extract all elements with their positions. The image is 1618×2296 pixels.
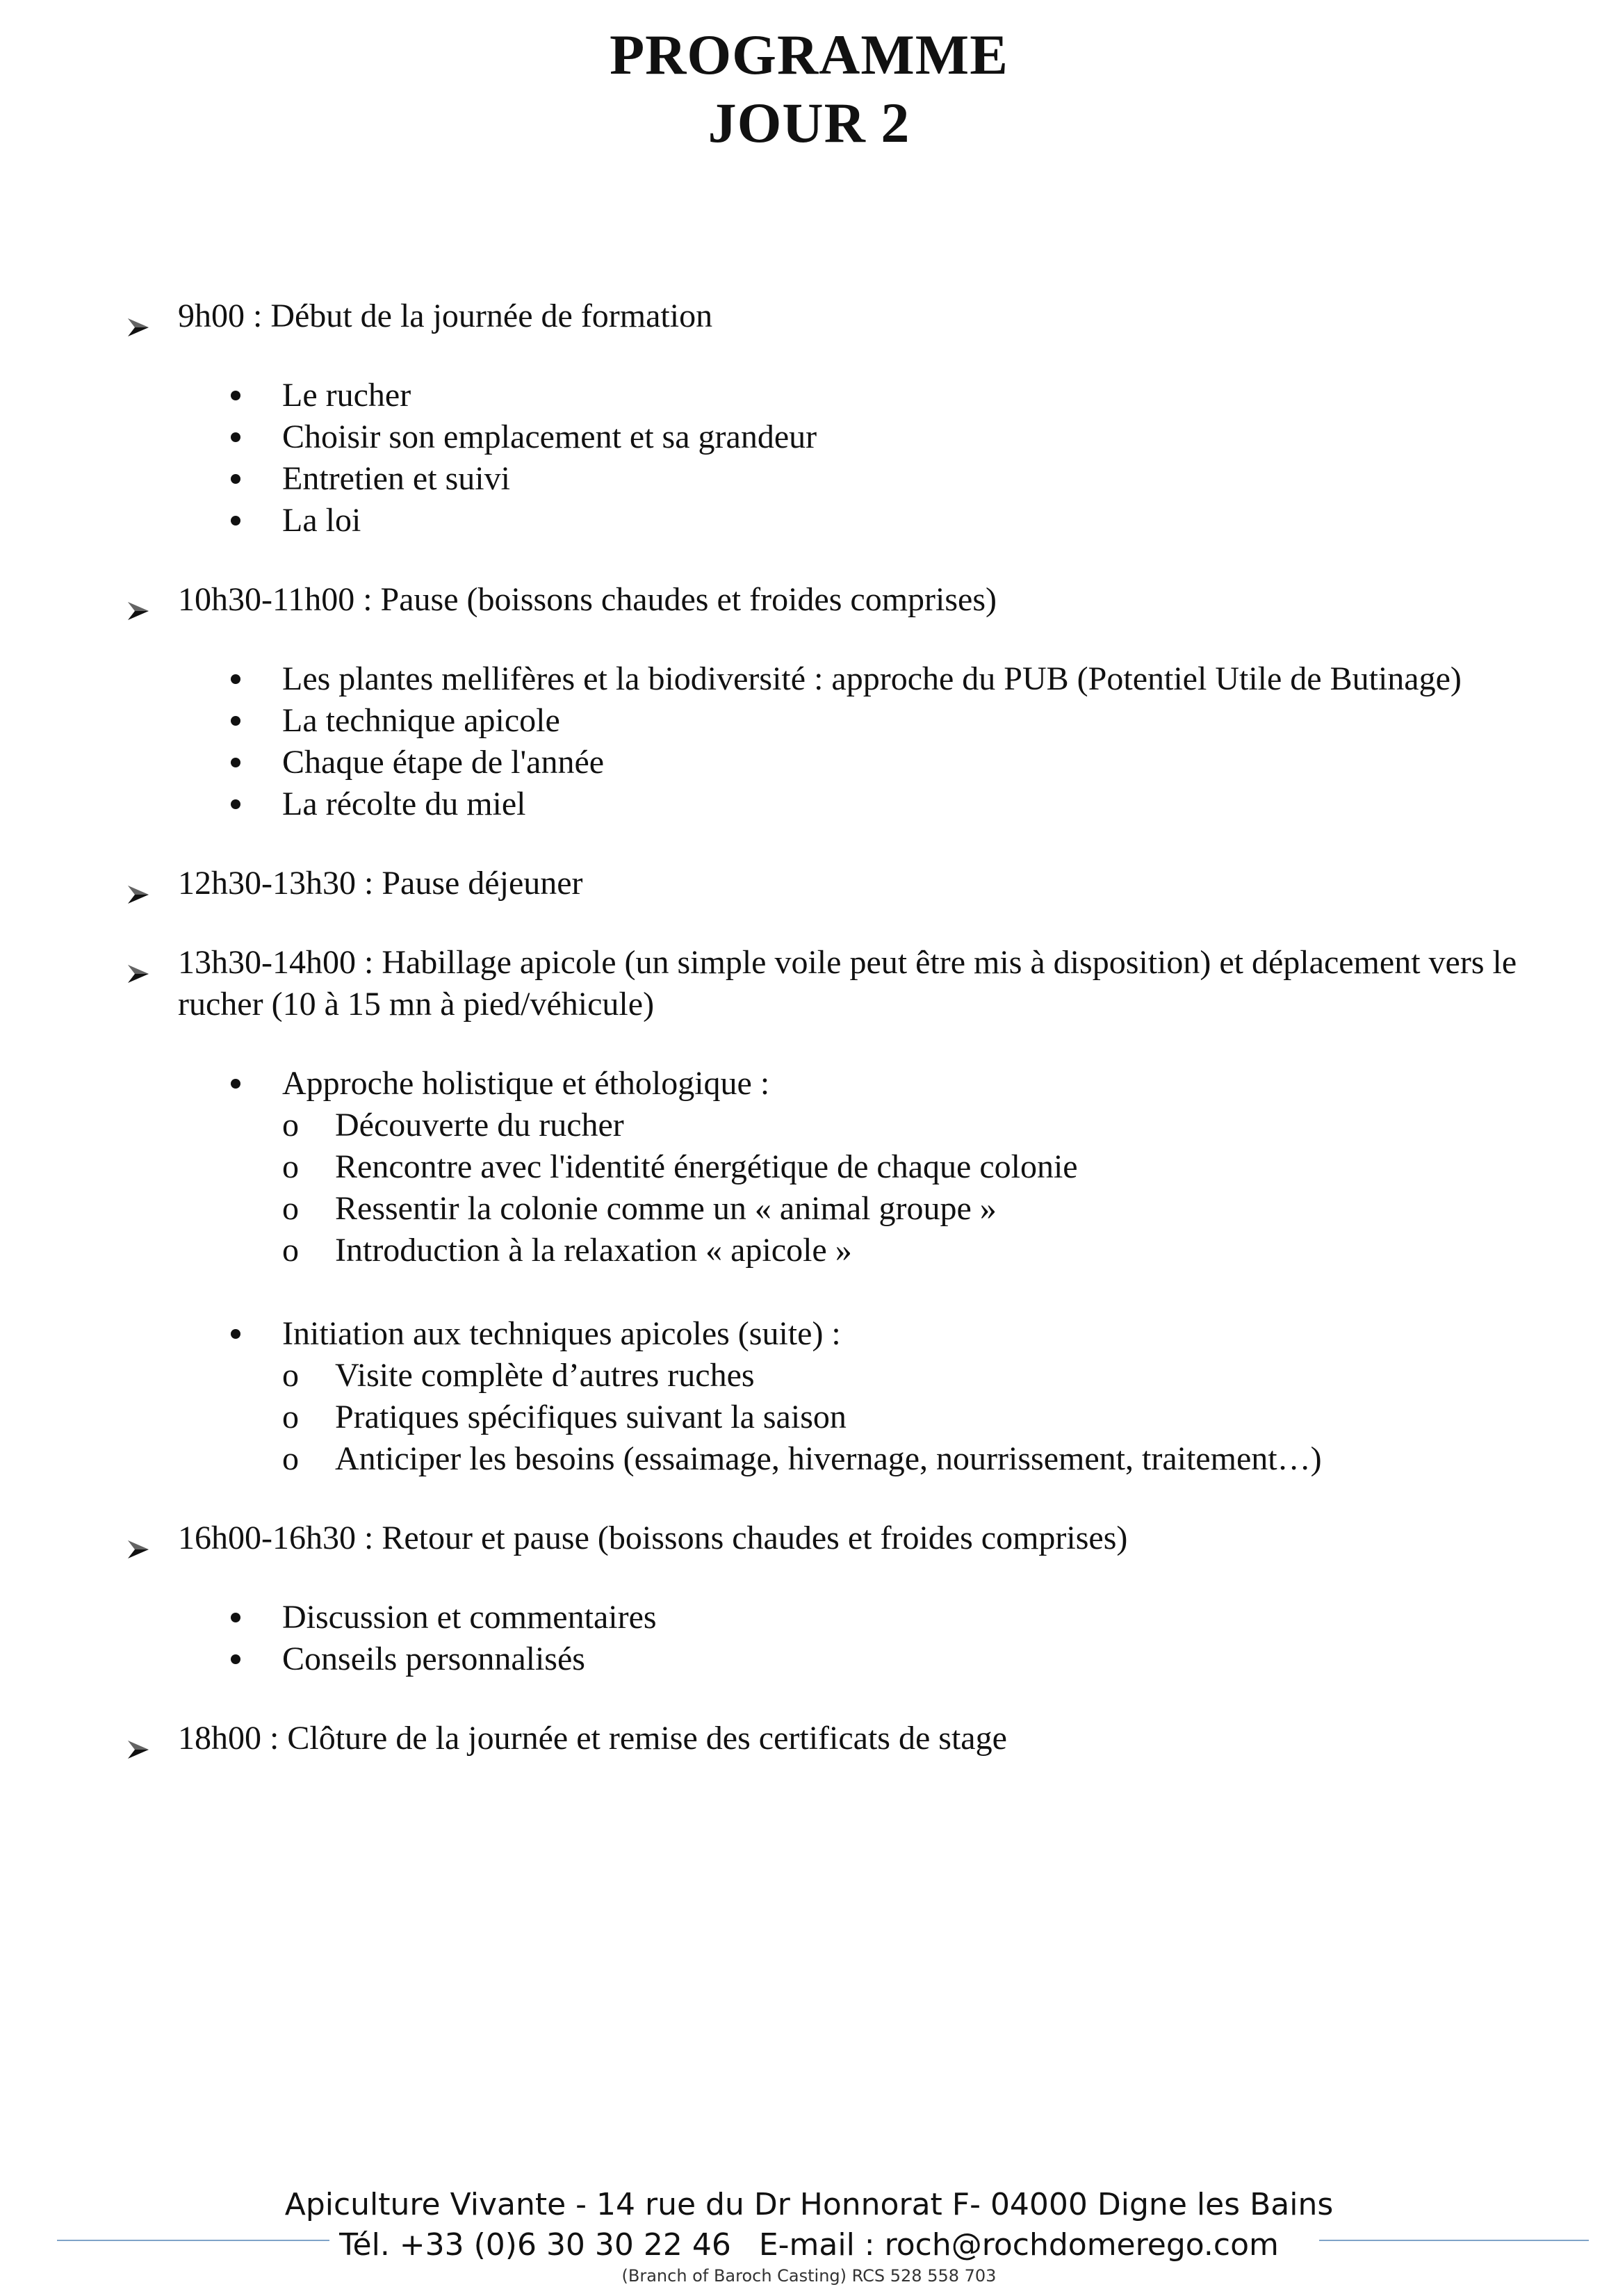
program-section	[126, 1517, 1572, 1680]
bullet-dot-icon	[231, 516, 240, 526]
program-section	[126, 942, 1572, 1480]
arrow-bullet-icon	[126, 1529, 150, 1549]
section-heading-text: 12h30-13h30 : Pause déjeuner	[178, 865, 583, 902]
arrow-bullet-icon	[126, 874, 150, 895]
footer-legal: (Branch of Baroch Casting) RCS 528 558 703	[621, 2266, 997, 2286]
bullet-dot-icon	[231, 716, 240, 726]
bullet-dot-icon	[231, 1654, 240, 1664]
list-item	[231, 375, 1572, 416]
program-section	[126, 579, 1572, 825]
sub-list-item	[282, 1438, 1572, 1480]
sub-list-item-text: Ressentir la colonie comme un « animal groupe »	[335, 1190, 997, 1227]
page-title	[0, 21, 1618, 157]
list-item	[231, 700, 1572, 742]
section-heading-text: 16h00-16h30 : Retour et pause (boissons chaudes et froides comprises)	[178, 1520, 1128, 1556]
bullet-list	[126, 658, 1572, 825]
sub-list-item	[282, 1397, 1572, 1438]
bullet-dot-icon	[231, 474, 240, 484]
section-heading	[126, 1517, 1572, 1559]
footer-contact	[0, 2224, 1618, 2266]
sub-list-item	[282, 1230, 1572, 1271]
arrow-bullet-icon	[126, 590, 150, 611]
program-list	[126, 295, 1572, 1797]
list-item	[231, 1638, 1572, 1680]
footer-address: Apiculture Vivante - 14 rue du Dr Honnorat F- 04000 Digne les Bains	[284, 2187, 1334, 2222]
section-heading-text: 9h00 : Début de la journée de formation	[178, 298, 713, 334]
sub-list-item	[282, 1105, 1572, 1146]
list-item-text: La technique apicole	[282, 702, 560, 739]
circle-bullet-icon: o	[282, 1440, 299, 1477]
sub-list-item-text: Découverte du rucher	[335, 1107, 624, 1143]
sub-list-item	[282, 1188, 1572, 1230]
arrow-bullet-icon	[126, 307, 150, 327]
title-line-1: PROGRAMME	[610, 23, 1008, 86]
arrow-bullet-icon	[126, 1729, 150, 1750]
list-item-text: Approche holistique et éthologique :	[282, 1065, 770, 1102]
bullet-dot-icon	[231, 1613, 240, 1622]
list-item-text: Les plantes mellifères et la biodiversité : approche du PUB (Potentiel Utile de Butinage)	[282, 660, 1462, 697]
list-item-text: Entretien et suivi	[282, 460, 510, 497]
list-item-text: La récolte du miel	[282, 785, 526, 822]
circle-bullet-icon: o	[282, 1107, 299, 1143]
circle-bullet-icon: o	[282, 1232, 299, 1269]
list-item	[231, 1597, 1572, 1638]
program-section	[126, 863, 1572, 904]
section-heading	[126, 863, 1572, 904]
list-item-text: Chaque étape de l'année	[282, 744, 605, 781]
list-item	[231, 742, 1572, 783]
sub-list	[231, 1105, 1572, 1271]
bullet-dot-icon	[231, 1329, 240, 1339]
circle-bullet-icon: o	[282, 1399, 299, 1435]
bullet-list	[126, 1063, 1572, 1480]
section-heading	[126, 1718, 1572, 1759]
bullet-dot-icon	[231, 799, 240, 809]
sub-list	[231, 1355, 1572, 1480]
section-heading	[126, 942, 1572, 1025]
sub-list-item-text: Pratiques spécifiques suivant la saison	[335, 1399, 847, 1435]
bullet-dot-icon	[231, 432, 240, 442]
list-item-text: Conseils personnalisés	[282, 1640, 585, 1677]
bullet-dot-icon	[231, 391, 240, 400]
bullet-list	[126, 1597, 1572, 1680]
footer-phone: Tél. +33 (0)6 30 30 22 46	[339, 2227, 731, 2263]
circle-bullet-icon: o	[282, 1190, 299, 1227]
circle-bullet-icon: o	[282, 1148, 299, 1185]
program-section	[126, 1718, 1572, 1759]
list-item	[231, 658, 1572, 700]
list-item	[231, 1313, 1572, 1355]
footer	[0, 2185, 1618, 2286]
sub-list-item-text: Visite complète d’autres ruches	[335, 1357, 755, 1394]
sub-list-item-text: Introduction à la relaxation « apicole »	[335, 1232, 852, 1269]
list-item	[231, 458, 1572, 500]
list-item	[231, 500, 1572, 542]
program-section	[126, 295, 1572, 542]
section-heading	[126, 295, 1572, 337]
section-heading-text: 18h00 : Clôture de la journée et remise des certificats de stage	[178, 1720, 1007, 1757]
circle-bullet-icon: o	[282, 1357, 299, 1394]
list-item-text: Le rucher	[282, 377, 411, 414]
section-heading	[126, 579, 1572, 621]
list-item-text: Choisir son emplacement et sa grandeur	[282, 418, 817, 455]
bullet-dot-icon	[231, 1079, 240, 1089]
bullet-list	[126, 375, 1572, 542]
bullet-dot-icon	[231, 758, 240, 767]
list-item	[231, 1063, 1572, 1105]
sub-list-item-text: Rencontre avec l'identité énergétique de chaque colonie	[335, 1148, 1078, 1185]
footer-email: E-mail : roch@rochdomerego.com	[758, 2227, 1279, 2263]
list-item-text: La loi	[282, 502, 361, 539]
list-item	[231, 783, 1572, 825]
sub-list-item-text: Anticiper les besoins (essaimage, hivernage, nourrissement, traitement…)	[335, 1440, 1322, 1477]
list-item	[231, 416, 1572, 458]
list-item-text: Discussion et commentaires	[282, 1599, 657, 1636]
arrow-bullet-icon	[126, 953, 150, 974]
sub-list-item	[282, 1355, 1572, 1397]
sub-list-item	[282, 1146, 1572, 1188]
list-item-text: Initiation aux techniques apicoles (suite) :	[282, 1315, 841, 1352]
bullet-dot-icon	[231, 674, 240, 684]
section-heading-text: 10h30-11h00 : Pause (boissons chaudes et froides comprises)	[178, 581, 997, 618]
title-line-2: JOUR 2	[708, 91, 910, 154]
section-heading-text: 13h30-14h00 : Habillage apicole (un simple voile peut être mis à disposition) et déplacement vers le rucher (10 à 15 mn à pied/véhicule)	[178, 944, 1517, 1023]
